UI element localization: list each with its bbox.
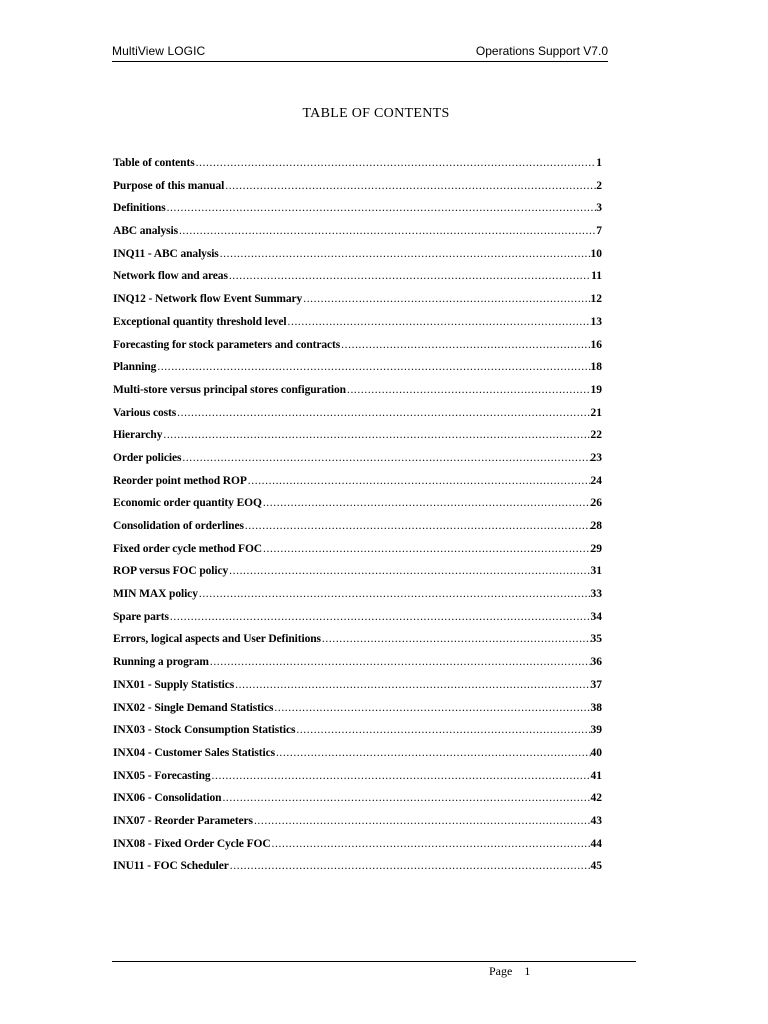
toc-entry-label: ABC analysis: [113, 225, 178, 238]
toc-entry-label: Table of contents: [113, 157, 195, 169]
toc-entry-label: Definitions: [113, 202, 166, 215]
toc-dot-leader: [288, 316, 591, 328]
toc-entry-label: INX01 - Supply Statistics: [113, 678, 235, 691]
toc-dot-leader: [296, 724, 590, 736]
toc-entry-page: 41: [590, 769, 602, 782]
toc-entry-page: 22: [590, 429, 602, 442]
table-of-contents: [113, 157, 602, 883]
toc-entry-page: 13: [590, 315, 602, 328]
toc-dot-leader: [157, 361, 590, 373]
toc-entry-page: 33: [590, 588, 602, 601]
toc-entry-label: MIN MAX policy: [113, 588, 198, 601]
toc-entry-page: 11: [591, 270, 602, 283]
toc-dot-leader: [177, 407, 590, 419]
toc-dot-leader: [167, 202, 597, 214]
toc-entry[interactable]: [113, 475, 602, 498]
toc-dot-leader: [272, 838, 591, 850]
footer-page-number: [489, 964, 530, 979]
toc-dot-leader: [254, 815, 591, 827]
toc-entry-page: 45: [590, 860, 602, 873]
page-title: TABLE OF CONTENTS: [302, 106, 450, 121]
toc-entry[interactable]: [113, 316, 602, 339]
toc-dot-leader: [222, 792, 590, 804]
toc-entry-label: INU11 - FOC Scheduler: [113, 860, 229, 873]
toc-entry[interactable]: [113, 248, 602, 271]
toc-dot-leader: [196, 157, 597, 169]
toc-entry-page: 37: [590, 678, 602, 691]
toc-entry-label: Fixed order cycle method FOC: [113, 542, 263, 555]
toc-entry-page: 43: [590, 814, 602, 827]
toc-entry-label: Order policies: [113, 451, 182, 464]
toc-entry-page: 31: [590, 565, 602, 578]
toc-entry-page: 12: [590, 293, 602, 306]
toc-dot-leader: [229, 270, 591, 282]
toc-entry-page: 24: [590, 474, 602, 487]
toc-entry-label: Hierarchy: [113, 429, 163, 442]
toc-dot-leader: [170, 611, 591, 623]
toc-entry-page: 19: [590, 383, 602, 396]
toc-entry-page: 42: [590, 792, 602, 805]
toc-entry-label: INX04 - Customer Sales Statistics: [113, 746, 275, 759]
toc-entry[interactable]: [113, 225, 602, 248]
toc-entry-label: Multi-store versus principal stores configuration: [113, 383, 346, 396]
toc-entry[interactable]: [113, 656, 602, 679]
toc-entry-page: 21: [590, 406, 602, 419]
toc-dot-leader: [229, 565, 590, 577]
toc-entry[interactable]: [113, 588, 602, 611]
toc-entry-label: INX08 - Fixed Order Cycle FOC: [113, 837, 271, 850]
toc-entry-page: 40: [590, 746, 602, 759]
toc-entry[interactable]: [113, 407, 602, 430]
toc-entry[interactable]: [113, 293, 602, 316]
toc-entry-page: 28: [590, 520, 602, 532]
toc-entry[interactable]: [113, 838, 602, 861]
toc-entry-label: Reorder point method ROP: [113, 474, 247, 487]
toc-entry-label: Errors, logical aspects and User Definitions: [113, 633, 321, 646]
toc-entry[interactable]: [113, 202, 602, 225]
toc-dot-leader: [347, 384, 591, 396]
toc-dot-leader: [263, 497, 591, 509]
toc-entry[interactable]: [113, 180, 602, 203]
toc-dot-leader: [274, 702, 590, 714]
toc-entry-label: INQ12 - Network flow Event Summary: [113, 293, 303, 306]
toc-dot-leader: [303, 293, 590, 305]
toc-dot-leader: [235, 679, 590, 691]
toc-entry[interactable]: [113, 157, 602, 180]
toc-entry[interactable]: [113, 792, 602, 815]
toc-entry-page: 44: [590, 837, 602, 850]
header-divider: [112, 61, 608, 62]
toc-entry-label: ROP versus FOC policy: [113, 565, 229, 578]
toc-entry-page: 10: [590, 247, 602, 260]
toc-dot-leader: [322, 633, 591, 645]
toc-dot-leader: [245, 520, 591, 532]
toc-entry[interactable]: [113, 633, 602, 656]
header-product-name: MultiView LOGIC: [112, 44, 206, 58]
toc-entry[interactable]: [113, 384, 602, 407]
toc-entry[interactable]: [113, 361, 602, 384]
toc-entry-page: 36: [590, 656, 602, 669]
toc-entry-label: Network flow and areas: [113, 270, 228, 283]
toc-entry-label: INX02 - Single Demand Statistics: [113, 701, 274, 714]
toc-entry[interactable]: [113, 429, 602, 452]
toc-dot-leader: [276, 747, 591, 759]
toc-dot-leader: [212, 770, 591, 782]
toc-dot-leader: [341, 339, 590, 351]
toc-entry-page: 39: [590, 724, 602, 737]
toc-entry-page: 23: [590, 451, 602, 464]
toc-entry[interactable]: [113, 565, 602, 588]
toc-entry-label: Various costs: [113, 406, 177, 419]
toc-entry[interactable]: [113, 770, 602, 793]
toc-entry-page: 3: [596, 202, 602, 215]
footer-divider: [112, 961, 636, 962]
toc-entry[interactable]: [113, 724, 602, 747]
toc-entry-label: INX03 - Stock Consumption Statistics: [113, 724, 296, 737]
toc-dot-leader: [182, 452, 590, 464]
toc-dot-leader: [225, 180, 596, 192]
toc-entry-label: Forecasting for stock parameters and contracts: [113, 338, 341, 351]
toc-entry-page: 18: [590, 361, 602, 374]
toc-entry-label: INX05 - Forecasting: [113, 769, 211, 782]
footer-page-label: Page: [489, 964, 513, 978]
toc-entry-label: INX06 - Consolidation: [113, 792, 222, 805]
toc-entry[interactable]: [113, 702, 602, 725]
toc-dot-leader: [248, 475, 591, 487]
toc-dot-leader: [263, 543, 590, 555]
toc-entry[interactable]: [113, 611, 602, 634]
toc-dot-leader: [199, 588, 591, 600]
toc-dot-leader: [220, 248, 591, 260]
toc-entry[interactable]: [113, 747, 602, 770]
toc-entry-label: Exceptional quantity threshold level: [113, 315, 287, 328]
toc-entry-page: 7: [596, 225, 602, 238]
toc-entry[interactable]: [113, 339, 602, 362]
toc-entry[interactable]: [113, 860, 602, 883]
toc-entry-page: 38: [590, 701, 602, 714]
toc-entry-label: INQ11 - ABC analysis: [113, 247, 219, 260]
toc-entry-label: INX07 - Reorder Parameters: [113, 814, 253, 827]
toc-entry[interactable]: [113, 679, 602, 702]
header-document-version: Operations Support V7.0: [475, 44, 608, 58]
toc-entry-label: Economic order quantity EOQ: [113, 497, 262, 510]
toc-entry-label: Spare parts: [113, 610, 169, 623]
toc-dot-leader: [230, 860, 591, 872]
toc-entry-page: 16: [590, 338, 602, 351]
toc-entry-page: 2: [596, 179, 602, 192]
toc-dot-leader: [179, 225, 596, 237]
toc-entry[interactable]: [113, 497, 602, 520]
toc-entry-label: Running a program: [113, 656, 209, 669]
toc-entry-page: 34: [590, 610, 602, 623]
toc-entry-label: Planning: [113, 361, 157, 374]
toc-entry[interactable]: [113, 543, 602, 566]
toc-entry-label: Consolidation of orderlines: [113, 520, 244, 532]
toc-dot-leader: [163, 429, 590, 441]
toc-entry[interactable]: [113, 520, 602, 543]
footer-page-value: 1: [524, 964, 531, 978]
toc-dot-leader: [210, 656, 591, 668]
toc-entry[interactable]: [113, 452, 602, 475]
toc-entry-page: 35: [590, 633, 602, 646]
toc-entry[interactable]: [113, 815, 602, 838]
toc-entry-page: 29: [590, 542, 602, 555]
toc-entry[interactable]: [113, 270, 602, 293]
toc-entry-page: 26: [590, 497, 602, 510]
toc-entry-page: 1: [596, 157, 602, 169]
toc-entry-label: Purpose of this manual: [113, 179, 225, 192]
